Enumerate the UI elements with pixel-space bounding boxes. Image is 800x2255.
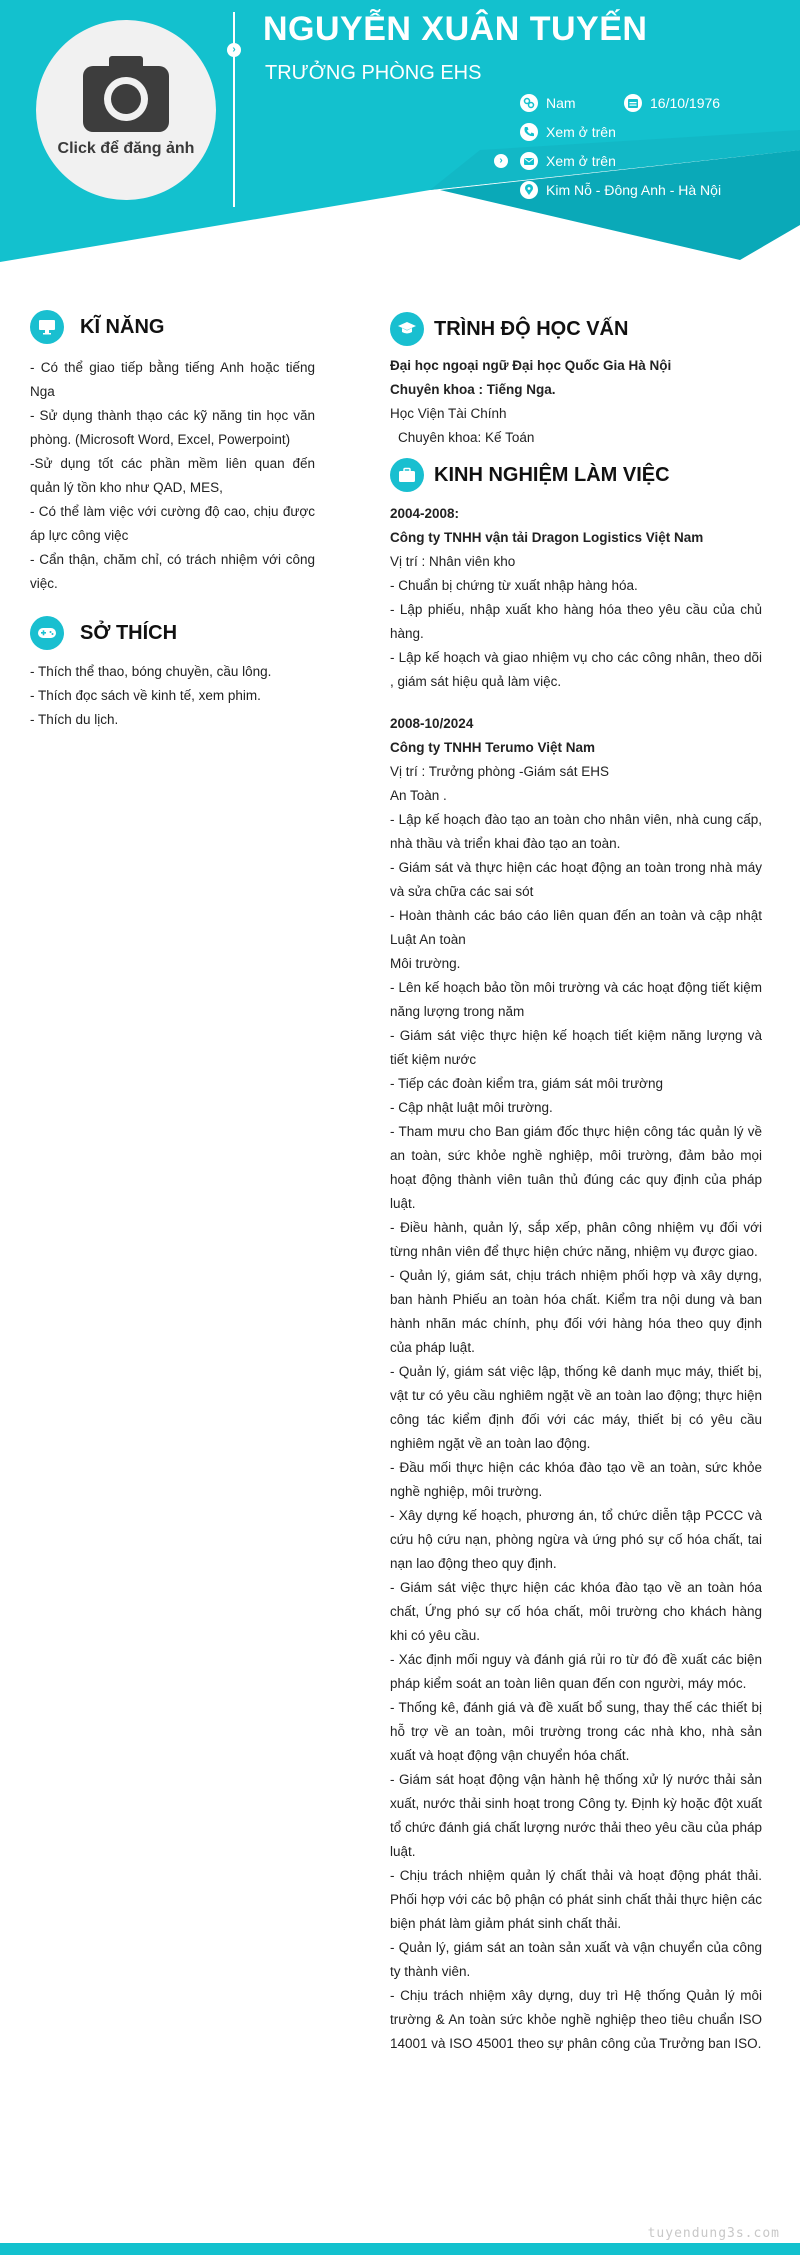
- footer-bar: [0, 2243, 800, 2255]
- skill-item: -Sử dụng tốt các phần mềm liên quan đến quản lý tồn kho như QAD, MES,: [30, 456, 315, 495]
- job-duty: - Chịu trách nhiệm xây dựng, duy trì Hệ thống Quản lý môi trường & An toàn sức khỏe nghề nghiệp theo tiêu chuẩn ISO 14001 và ISO 45001 theo sự phân công của Trưởng ban ISO.: [390, 1988, 762, 2051]
- skill-item: - Có thể làm việc với cường độ cao, chịu được áp lực công việc: [30, 504, 315, 543]
- job-duty: - Giám sát và thực hiện các hoạt động an toàn trong nhà máy và sửa chữa các sai sót: [390, 860, 762, 899]
- address-value: Kim Nỗ - Đông Anh - Hà Nội: [546, 182, 722, 198]
- skill-item: - Cẩn thận, chăm chỉ, có trách nhiệm với công việc.: [30, 552, 315, 591]
- job-duty: - Giám sát việc thực hiện kế hoạch tiết kiệm năng lượng và tiết kiệm nước: [390, 1028, 762, 1067]
- hobbies-heading: [30, 616, 315, 650]
- briefcase-icon: [390, 458, 424, 492]
- email-value: Xem ở trên: [546, 153, 616, 169]
- graduation-cap-icon: [390, 312, 424, 346]
- skills-list: [30, 356, 315, 596]
- skills-heading: [30, 310, 315, 344]
- job-duty: - Xác định mối nguy và đánh giá rủi ro từ đó đề xuất các biện pháp kiểm soát an toàn liên quan đến con người, máy móc.: [390, 1652, 762, 1691]
- experience-list: [390, 502, 762, 2056]
- gamepad-icon: [30, 616, 64, 650]
- hobby-item: - Thích thể thao, bóng chuyền, cầu lông.: [30, 664, 272, 679]
- job-duty: - Hoàn thành các báo cáo liên quan đến an toàn và cập nhật Luật An toàn: [390, 908, 762, 947]
- gender-info: [520, 94, 576, 112]
- job-duty: - Xây dựng kế hoạch, phương án, tổ chức diễn tập PCCC và cứu hộ cứu nạn, phòng ngừa và ứng phó sự cố hóa chất, tai nạn lao động theo quy định.: [390, 1508, 762, 1571]
- job-duty: - Quản lý, giám sát an toàn sản xuất và vận chuyển của công ty thành viên.: [390, 1940, 762, 1979]
- job-duty: - Thống kê, đánh giá và đề xuất bổ sung, thay thế các thiết bị hỗ trợ về an toàn, môi trường trong các nhà kho, nhà sản xuất và hoạt động vận chuyển hóa chất.: [390, 1700, 762, 1763]
- birthdate-info: [624, 94, 720, 112]
- chevron-right-icon: ›: [494, 154, 508, 168]
- candidate-name: NGUYỄN XUÂN TUYẾN: [263, 10, 648, 48]
- job-duty: - Lập phiếu, nhập xuất kho hàng hóa theo yêu cầu của chủ hàng.: [390, 602, 762, 641]
- job-duty: - Quản lý, giám sát, chịu trách nhiệm phối hợp và xây dựng, ban hành Phiếu an toàn hóa chất. Kiểm tra nội dung và ban hành nhãn mác chính, phụ đối với hàng hóa theo quy định của pháp luật.: [390, 1268, 762, 1355]
- job-duty: - Lập kế hoạch đào tạo an toàn cho nhân viên, nhà cung cấp, nhà thầu và triển khai đào tạo an toàn.: [390, 812, 762, 851]
- job-period: 2008-10/2024: [390, 716, 474, 731]
- avatar-caption: Click để đăng ảnh: [57, 140, 195, 157]
- job-duty: - Lên kế hoạch bảo tồn môi trường và các hoạt động tiết kiệm năng lượng trong năm: [390, 980, 762, 1019]
- job-role: Vị trí : Nhân viên kho: [390, 554, 516, 569]
- calendar-icon: [624, 94, 642, 112]
- divider-line: [233, 12, 235, 207]
- experience-heading: [390, 458, 762, 492]
- monitor-icon: [30, 310, 64, 344]
- chevron-right-icon: ›: [227, 43, 241, 57]
- job-duty: - Chịu trách nhiệm quản lý chất thải và hoạt động phát thải. Phối hợp với các bộ phận có phát sinh chất thải thực hiện các biện phát làm giảm phát sinh chất thải.: [390, 1868, 762, 1931]
- skills-title: KĨ NĂNG: [80, 315, 165, 338]
- phone-value: Xem ở trên: [546, 124, 616, 140]
- candidate-position: TRƯỞNG PHÒNG EHS: [265, 62, 482, 84]
- education-major-2: Chuyên khoa: Kế Toán: [398, 430, 535, 445]
- skill-item: - Có thể giao tiếp bằng tiếng Anh hoặc tiếng Nga: [30, 360, 315, 399]
- job-company: Công ty TNHH Terumo Việt Nam: [390, 740, 596, 755]
- job-duty: - Giám sát việc thực hiện các khóa đào tạo về an toàn hóa chất, Ứng phó sự cố hóa chất, môi trường cho khách hàng khi có yêu cầu.: [390, 1580, 762, 1643]
- hobby-item: - Thích đọc sách về kinh tế, xem phim.: [30, 688, 261, 703]
- job-duty: - Cập nhật luật môi trường.: [390, 1100, 553, 1115]
- birthdate-value: 16/10/1976: [650, 95, 721, 111]
- hobbies-title: SỞ THÍCH: [80, 621, 178, 644]
- skill-item: - Sử dụng thành thạo các kỹ năng tin học văn phòng. (Microsoft Word, Excel, Powerpoint): [30, 408, 315, 447]
- experience-title: KINH NGHIỆM LÀM VIỆC: [434, 463, 670, 486]
- job-duty: - Giám sát hoạt động vận hành hệ thống xử lý nước thải sản xuất, nước thải sinh hoạt trong Công ty. Định kỳ hoặc đột xuất tổ chức đánh giá chất lượng nước thải theo yêu cầu của pháp luật.: [390, 1772, 762, 1859]
- camera-icon: [81, 54, 171, 134]
- job-duty: - Quản lý, giám sát việc lập, thống kê danh mục máy, thiết bị, vật tư có yêu cầu nghiêm ngặt về an toàn lao động; thực hiện công tác kiểm định đối với các máy, thiết bị có yêu cầu nghiêm ngặt về an toàn lao động.: [390, 1364, 762, 1451]
- job-entry: [390, 694, 762, 2056]
- job-duty: - Lập kế hoạch và giao nhiệm vụ cho các công nhân, theo dõi , giám sát hiệu quả làm việc.: [390, 650, 762, 689]
- education-major-1: Chuyên khoa : Tiếng Nga.: [390, 382, 556, 397]
- avatar-upload[interactable]: [36, 20, 216, 200]
- footer-brand: tuyendung3s.com: [647, 2226, 780, 2241]
- job-duty: Môi trường.: [390, 956, 461, 971]
- location-icon: [520, 181, 538, 199]
- job-duty: - Điều hành, quản lý, sắp xếp, phân công nhiệm vụ đối với từng nhân viên để thực hiện chức năng, nhiệm vụ được giao.: [390, 1220, 762, 1259]
- address-info: [520, 181, 721, 199]
- job-duty: - Tiếp các đoàn kiểm tra, giám sát môi trường: [390, 1076, 663, 1091]
- job-duty: - Tham mưu cho Ban giám đốc thực hiện công tác quản lý về an toàn, sức khỏe nghề nghiệp, môi trường, đảm bảo mọi hoạt động thành viên tuân thủ đúng các quy định của pháp luật.: [390, 1124, 762, 1211]
- email-info: [520, 152, 616, 170]
- job-duty: An Toàn .: [390, 788, 447, 803]
- job-period: 2004-2008:: [390, 506, 460, 521]
- job-duty: - Chuẩn bị chứng từ xuất nhập hàng hóa.: [390, 578, 638, 593]
- phone-info: [520, 123, 616, 141]
- job-company: Công ty TNHH vận tải Dragon Logistics Việt Nam: [390, 530, 704, 545]
- job-gap: [390, 694, 762, 712]
- phone-icon: [520, 123, 538, 141]
- left-column: [30, 310, 315, 732]
- job-entry: [390, 502, 762, 694]
- gender-value: Nam: [546, 95, 576, 111]
- hobby-item: - Thích du lịch.: [30, 712, 119, 727]
- education-heading: [390, 312, 762, 346]
- job-duty: - Đầu mối thực hiện các khóa đào tạo về an toàn, sức khỏe nghề nghiệp, môi trường.: [390, 1460, 762, 1499]
- header-banner: [0, 0, 800, 275]
- gender-icon: [520, 94, 538, 112]
- education-school-1: Đại học ngoại ngữ Đại học Quốc Gia Hà Nội: [390, 358, 672, 373]
- education-school-2: Học Viện Tài Chính: [390, 406, 507, 421]
- right-column: [390, 312, 762, 2056]
- email-icon: [520, 152, 538, 170]
- hobbies-list: [30, 660, 315, 732]
- education-title: TRÌNH ĐỘ HỌC VẤN: [434, 317, 629, 340]
- job-role: Vị trí : Trưởng phòng -Giám sát EHS: [390, 764, 609, 779]
